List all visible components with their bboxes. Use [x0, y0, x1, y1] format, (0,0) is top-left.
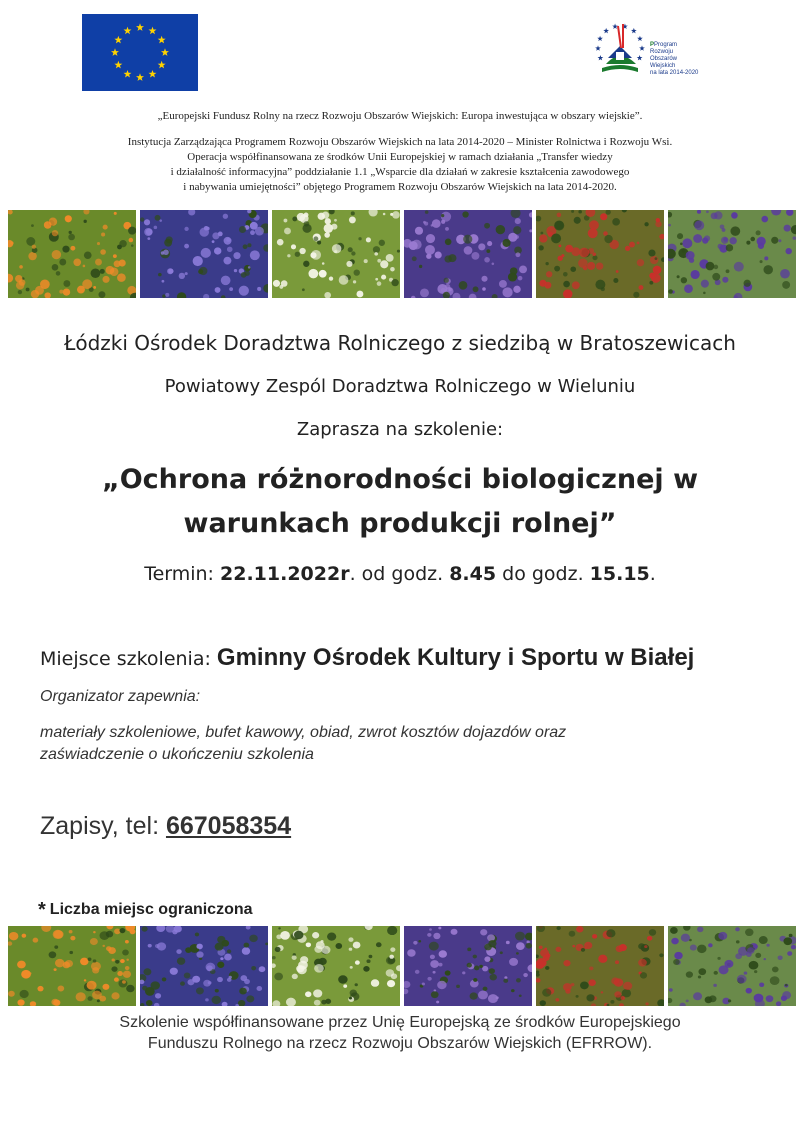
photo-purple-salvia [668, 926, 796, 1006]
prow-star-icon [597, 36, 603, 41]
invitation-text: Zaprasza na szkolenie: [296, 419, 504, 440]
prow-star-icon [598, 55, 604, 60]
eu-flag-logo [82, 14, 198, 91]
term-to-time: 15.15 [589, 563, 650, 585]
header-info-line: Instytucja Zarządzająca Programem Rozwoju Obszarów Wiejskich na lata 2014-2020 – Minister Rolnictwa i Rozwoju Wsi. [127, 136, 673, 148]
prow-logo-text: PProgram Rozwoju Obszarów Wiejskich na lata 2014-2020 [650, 42, 699, 76]
limited-seats-note [38, 899, 253, 922]
photo-purple-lobelia [140, 210, 268, 298]
limited-seats-text: Liczba miejsc ograniczona [49, 901, 253, 918]
prow-star-icon [639, 45, 645, 50]
place-value: Gminny Ośrodek Kultury i Sportu w Białej [216, 644, 695, 671]
photo-strip-top [8, 210, 796, 298]
prow-logo [590, 18, 710, 90]
header-info-line: Operacja współfinansowana ze środków Unii Europejskiej w ramach działania „Transfer wiedzy [187, 151, 613, 163]
training-place [40, 644, 694, 672]
signup-phone-link[interactable]: 667058354 [165, 812, 292, 840]
signup-label: Zapisy, tel: [40, 812, 166, 840]
organizer-provides-line: zaświadczenie o ukończeniu szkolenia [40, 746, 314, 763]
header-info-line: i działalność informacyjna” poddziałanie 1.1 „Wsparcie dla działań w zakresie kształcenia zawodowego [170, 166, 630, 178]
footer-funding-note [0, 1012, 800, 1054]
photo-purple-lobelia [140, 926, 268, 1006]
footer-line: Szkolenie współfinansowane przez Unię Europejską ze środków Europejskiego [119, 1014, 681, 1031]
organizer-provides-label: Organizator zapewnia: [40, 688, 201, 705]
header-info-line: i nabywania umiejętności” objętego Programem Rozwoju Obszarów Wiejskich na lata 2014-2020. [183, 181, 617, 193]
training-title-line: „Ochrona różnorodności biologicznej w [101, 464, 699, 495]
organizer-unit: Powiatowy Zespól Doradztwa Rolniczego w Wieluniu [164, 376, 636, 397]
organizer-name: Łódzki Ośrodek Doradztwa Rolniczego z siedzibą w Bratoszewicach [64, 331, 736, 355]
photo-strip-bottom [8, 926, 796, 1006]
organizer-provides-list [40, 722, 720, 766]
photo-purple-salvia [668, 210, 796, 298]
photo-red-poppies-grass [536, 926, 664, 1006]
training-term [0, 563, 800, 585]
prow-star-icon [595, 45, 601, 50]
header-motto: „Europejski Fundusz Rolny na rzecz Rozwoju Obszarów Wiejskich: Europa inwestująca w obszary wiejskie”. [157, 110, 643, 122]
signup [40, 812, 291, 841]
photo-lavender [404, 210, 532, 298]
photo-orange-poppies [8, 210, 136, 298]
prow-star-icon [637, 36, 643, 41]
organizer-provides-line: materiały szkoleniowe, bufet kawowy, obiad, zwrot kosztów dojazdów oraz [40, 724, 567, 741]
term-to-label: do godz. [496, 563, 590, 585]
training-title [0, 458, 800, 546]
asterisk: * [38, 899, 46, 921]
term-from-time: 8.45 [449, 563, 497, 585]
term-from-label: . od godz. [349, 563, 450, 585]
training-title-line: warunkach produkcji rolnej” [183, 508, 617, 539]
prow-star-icon [603, 28, 609, 33]
place-label: Miejsce szkolenia: [40, 648, 217, 670]
photo-lavender [404, 926, 532, 1006]
footer-line: Funduszu Rolnego na rzecz Rozwoju Obszarów Wiejskich (EFRROW). [147, 1035, 653, 1052]
photo-white-flowers [272, 926, 400, 1006]
header-info [40, 135, 760, 195]
prow-star-icon [631, 28, 637, 33]
term-end: . [649, 563, 656, 585]
term-label: Termin: [144, 563, 221, 585]
photo-orange-poppies [8, 926, 136, 1006]
term-date: 22.11.2022r [220, 563, 350, 585]
photo-white-flowers [272, 210, 400, 298]
prow-star-icon [637, 55, 643, 60]
photo-red-poppies-grass [536, 210, 664, 298]
